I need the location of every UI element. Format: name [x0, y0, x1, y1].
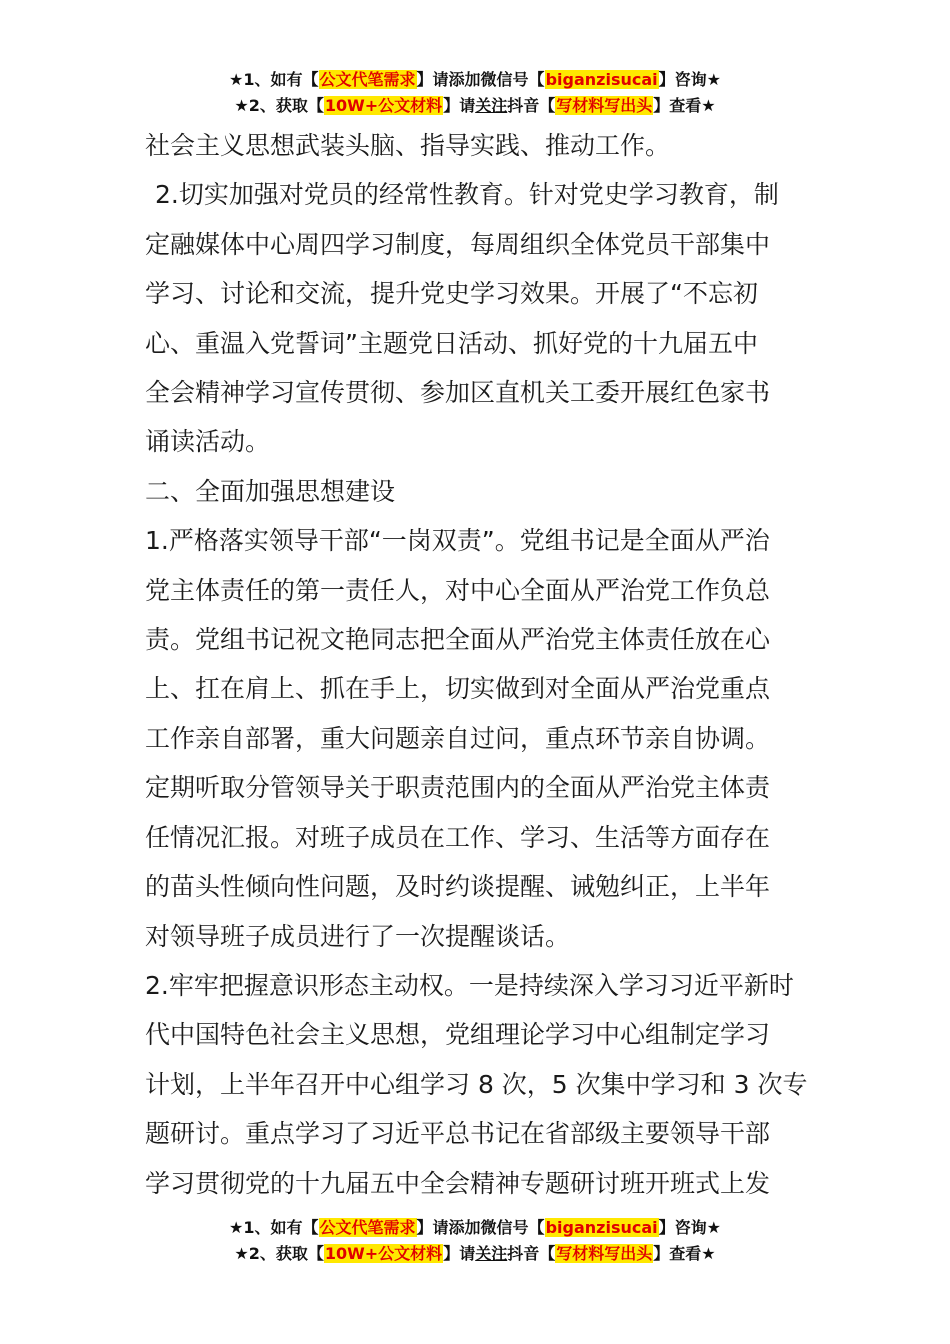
promo-text: 微信号【: [480, 70, 545, 89]
text-line: 题研讨。重点学习了习近平总书记在省部级主要领导干部: [145, 1119, 771, 1149]
text-line: 党主体责任的第一责任人，对中心全面从严治党工作负总: [145, 575, 771, 605]
promo-line-2: [0, 93, 950, 119]
paragraph-leadership-responsibility: [145, 516, 810, 961]
promo-highlight: 10W+公文材料: [324, 96, 443, 115]
promo-text: 微信号【: [480, 1218, 545, 1237]
promo-line-2: [0, 1241, 950, 1267]
text-line: 工作亲自部署，重大问题亲自过问，重点环节亲自协调。: [145, 723, 771, 753]
promo-text: ★1、如有【: [229, 70, 319, 89]
promo-text: ★2、获取【: [234, 1244, 324, 1263]
promo-wechat-id: biganzisucai: [545, 1218, 658, 1237]
text-line: 定融媒体中心周四学习制度，每周组织全体党员干部集中: [145, 229, 771, 259]
paragraph-ideology: [145, 961, 810, 1208]
promo-text: 】咨询★: [658, 1218, 721, 1237]
promo-text: ★2、获取【: [234, 96, 324, 115]
promo-text: ★1、如有【: [229, 1218, 319, 1237]
text-line: 对领导班子成员进行了一次提醒谈话。: [145, 921, 571, 951]
text-line: 2.牢牢把握意识形态主动权。一是持续深入学习习近平新时: [145, 970, 794, 1000]
promo-emphasis: 关注: [475, 96, 508, 115]
text-line: 学习、讨论和交流，提升党史学习效果。开展了“不忘初: [145, 279, 758, 309]
text-line: 诵读活动。: [145, 427, 271, 457]
paragraph-continuation: [145, 121, 810, 170]
text-line: 的苗头性倾向性问题，及时约谈提醒、诫勉纠正，上半年: [145, 872, 771, 902]
text-line: 社会主义思想武装头脑、指导实践、推动工作。: [145, 131, 671, 160]
document-body: [145, 121, 810, 1208]
promo-highlight: 公文代笔需求: [319, 70, 416, 89]
promo-emphasis: 添加: [448, 1218, 481, 1237]
promo-line-1: [0, 67, 950, 93]
text-line: 任情况汇报。对班子成员在工作、学习、生活等方面存在: [145, 822, 771, 852]
promo-text: 】请: [416, 1218, 449, 1237]
promo-text: 抖音【: [507, 1244, 556, 1263]
promo-text: 】咨询★: [658, 70, 721, 89]
promo-text: 】查看★: [653, 1244, 716, 1263]
text-line: 代中国特色社会主义思想，党组理论学习中心组制定学习: [145, 1020, 771, 1050]
text-line: 2.切实加强对党员的经常性教育。针对党史学习教育，制: [155, 180, 779, 210]
heading-text: 二、全面加强思想建设: [145, 476, 396, 506]
promo-line-1: [0, 1215, 950, 1241]
text-line: 定期听取分管领导关于职责范围内的全面从严治党主体责: [145, 773, 771, 803]
promo-text: 抖音【: [507, 96, 556, 115]
text-line: 计划，上半年召开中心组学习 8 次，5 次集中学习和 3 次专: [145, 1069, 808, 1099]
section-heading: [145, 467, 810, 516]
promo-text: 】请: [416, 70, 449, 89]
promo-emphasis: 添加: [448, 70, 481, 89]
promo-highlight: 10W+公文材料: [324, 1244, 443, 1263]
promo-highlight: 公文代笔需求: [319, 1218, 416, 1237]
promo-banner-bottom: [0, 1215, 950, 1267]
text-line: 上、扛在肩上、抓在手上，切实做到对全面从严治党重点: [145, 674, 771, 704]
paragraph-party-education: [145, 170, 810, 466]
text-line: 学习贯彻党的十九届五中全会精神专题研讨班开班式上发: [145, 1168, 771, 1198]
text-line: 心、重温入党誓词”主题党日活动、抓好党的十九届五中: [145, 328, 758, 358]
promo-text: 】请: [443, 96, 476, 115]
promo-emphasis: 关注: [475, 1244, 508, 1263]
promo-text: 】查看★: [653, 96, 716, 115]
promo-text: 】请: [443, 1244, 476, 1263]
promo-wechat-id: biganzisucai: [545, 70, 658, 89]
promo-douyin-id: 写材料写出头: [556, 96, 653, 115]
promo-douyin-id: 写材料写出头: [556, 1244, 653, 1263]
text-line: 责。党组书记祝文艳同志把全面从严治党主体责任放在心: [145, 625, 771, 655]
text-line: 1.严格落实领导干部“一岗双责”。党组书记是全面从严治: [145, 526, 770, 556]
text-line: 全会精神学习宣传贯彻、参加区直机关工委开展红色家书: [145, 378, 771, 408]
promo-banner-top: [0, 67, 950, 119]
